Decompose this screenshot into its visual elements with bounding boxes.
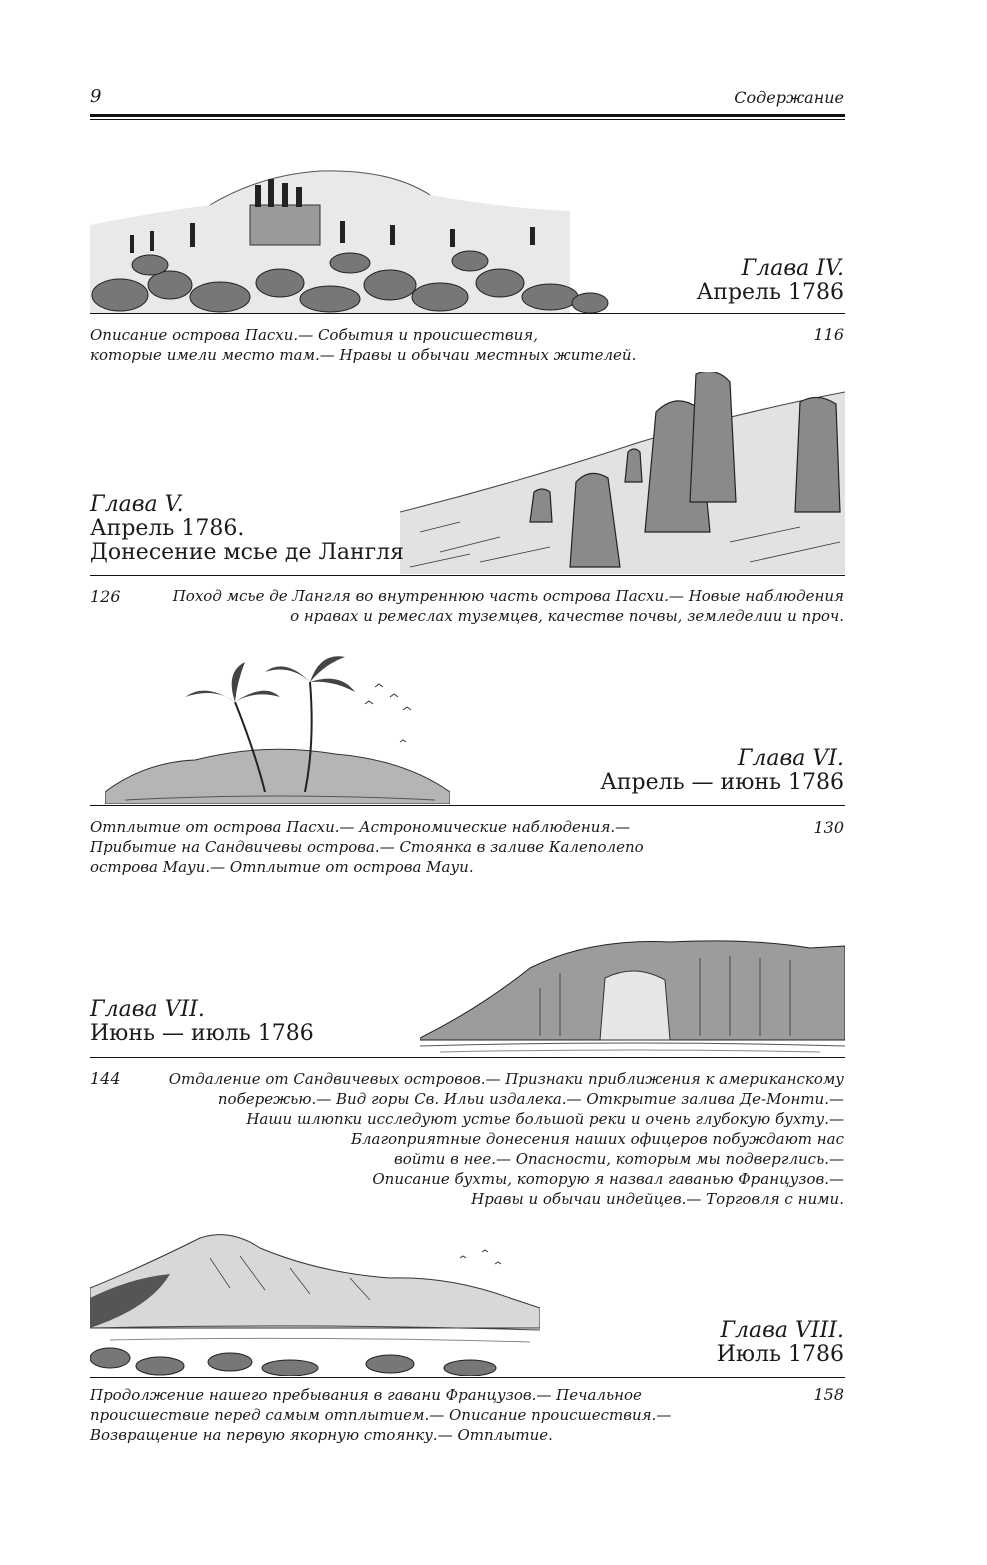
header-rule-thick — [90, 114, 845, 117]
chapter-5-report: Донесение мсье де Лангля — [90, 540, 404, 565]
chapter-6-label: Глава VI. — [737, 746, 844, 771]
mountain-bay-illustration — [90, 1228, 540, 1376]
chapter-6-date: Апрель — июнь 1786 — [600, 770, 844, 795]
chapter-5-page: 126 — [90, 587, 121, 606]
chapter-6-rule — [90, 805, 845, 806]
chapter-8-rule — [90, 1377, 845, 1378]
chapter-8-label: Глава VIII. — [720, 1318, 844, 1343]
chapter-4-description: Описание острова Пасхи.— События и происшествия, которые имели место там.— Нравы и обычаи местных жителей. — [90, 326, 637, 364]
chapter-5-date: Апрель 1786. — [90, 516, 245, 541]
chapter-7-date: Июнь — июль 1786 — [90, 1021, 314, 1046]
chapter-4-label: Глава IV. — [741, 256, 844, 281]
chapter-5-description: Поход мсье де Лангля во внутреннюю часть острова Пасхи.— Новые наблюдения о нравах и ремеслах туземцев, качестве почвы, земледелии и проч. — [172, 587, 844, 625]
moai-statues-illustration — [400, 372, 845, 574]
chapter-5-label: Глава V. — [90, 492, 184, 517]
chapter-7-rule — [90, 1057, 845, 1058]
easter-island-platform-illustration — [90, 165, 610, 313]
chapter-7-description: Отдаление от Сандвичевых островов.— Признаки приближения к американскому побережью.— Вид горы Св. Ильи издалека.— Открытие залива Де-Монти.— Наши шлюпки исследуют устье большой реки и очень глубокую бухту.— Благоприятные донесения наших офицеров побуждают нас войти в нее.— Опасности, которым мы подверглись.— Описание бухты, которую я назвал гаванью Французов.— Нравы и обычаи индейцев.— Торговля с ними. — [168, 1070, 844, 1208]
chapter-8-page: 158 — [813, 1385, 844, 1404]
chapter-4-rule — [90, 313, 845, 314]
coastal-cliff-illustration — [420, 928, 845, 1056]
chapter-8-description: Продолжение нашего пребывания в гавани Французов.— Печальное происшествие перед самым отплытием.— Описание происшествия.— Возвращение на первую якорную стоянку.— Отплытие. — [90, 1386, 672, 1444]
chapter-6-page: 130 — [813, 818, 844, 837]
chapter-5-rule — [90, 575, 845, 576]
chapter-7-page: 144 — [90, 1069, 121, 1088]
chapter-4-page: 116 — [813, 325, 844, 344]
running-title: Содержание — [734, 88, 844, 107]
chapter-7-label: Глава VII. — [90, 997, 205, 1022]
header-rule-thin — [90, 119, 845, 120]
chapter-6-description: Отплытие от острова Пасхи.— Астрономические наблюдения.— Прибытие на Сандвичевы острова.— Стоянка в заливе Калеполепо острова Мауи.— Отплытие от острова Мауи. — [90, 818, 644, 876]
palm-island-illustration — [105, 642, 450, 804]
chapter-4-date: Апрель 1786 — [696, 280, 844, 305]
chapter-8-date: Июль 1786 — [716, 1342, 844, 1367]
page-number: 9 — [90, 86, 102, 107]
